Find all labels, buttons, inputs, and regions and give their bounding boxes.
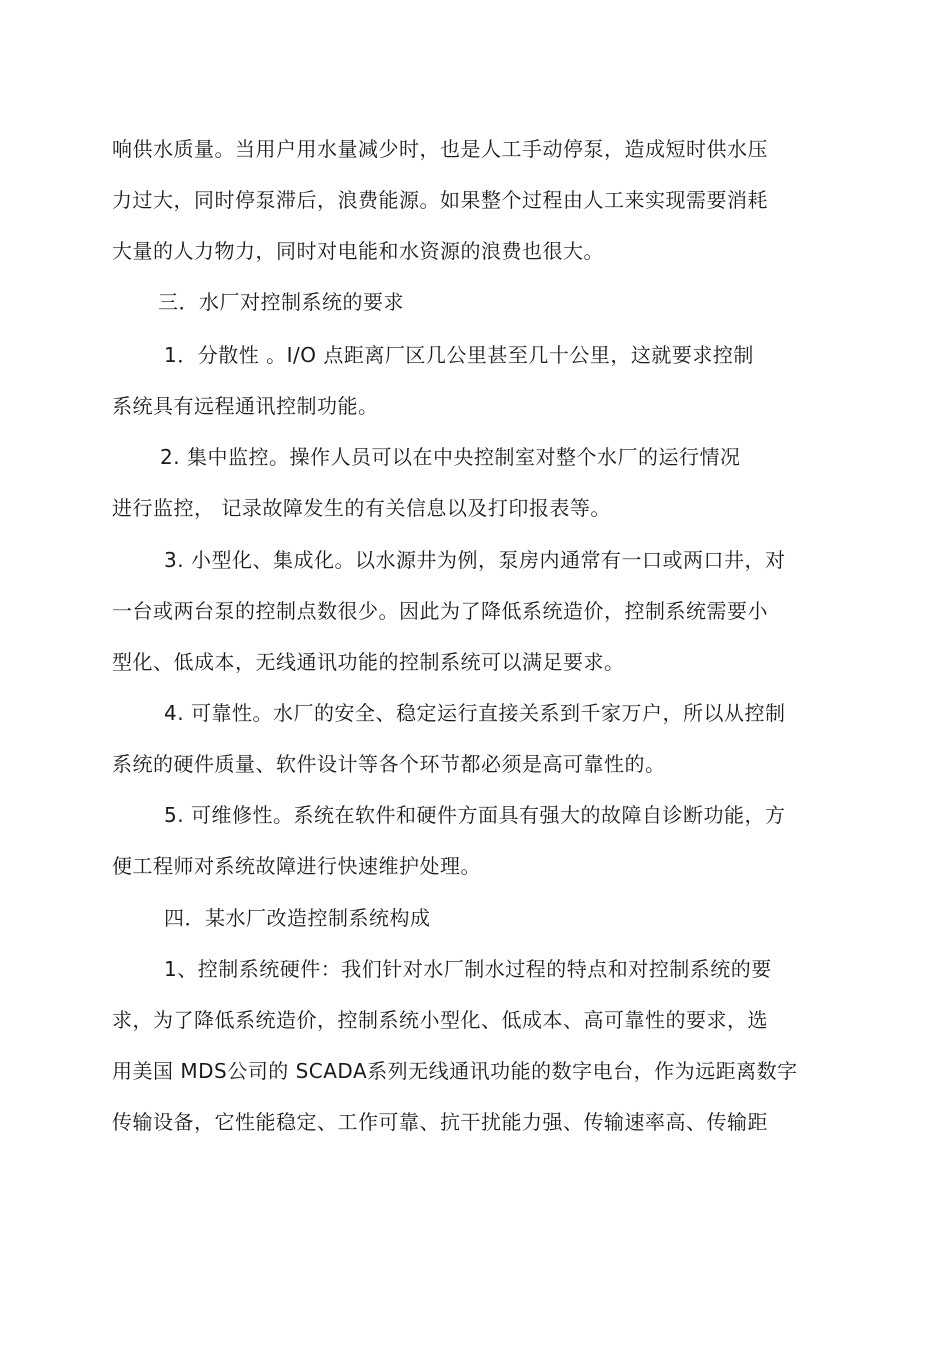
- list-item-1-line-1: 1．分散性 。I/O 点距离厂区几公里甚至几十公里，这就要求控制: [164, 343, 754, 367]
- list-item-4-line-2: 系统的硬件质量、软件设计等各个环节都必须是高可靠性的。: [112, 752, 666, 776]
- list-item-2-line-2: 进行监控， 记录故障发生的有关信息以及打印报表等。: [112, 496, 611, 520]
- list-item-2-line-1: 2. 集中监控。操作人员可以在中央控制室对整个水厂的运行情况: [160, 445, 741, 469]
- list-item-3-line-1: 3. 小型化、集成化。以水源井为例，泵房内通常有一口或两口井，对: [164, 548, 786, 572]
- list-item-1-line-2: 系统具有远程通讯控制功能。: [112, 394, 379, 418]
- hardware-paragraph-line-1: 1、控制系统硬件：我们针对水厂制水过程的特点和对控制系统的要: [164, 957, 772, 981]
- hardware-paragraph-line-2: 求，为了降低系统造价，控制系统小型化、低成本、高可靠性的要求，选: [112, 1008, 768, 1032]
- hardware-paragraph-line-3: 用美国 MDS公司的 SCADA系列无线通讯功能的数字电台，作为远距离数字: [112, 1059, 798, 1083]
- list-item-5-line-1: 5. 可维修性。系统在软件和硬件方面具有强大的故障自诊断功能，方: [164, 803, 786, 827]
- text-line-2: 力过大，同时停泵滞后，浪费能源。如果整个过程由人工来实现需要消耗: [112, 188, 768, 212]
- list-item-3-line-2: 一台或两台泵的控制点数很少。因此为了降低系统造价，控制系统需要小: [112, 599, 768, 623]
- list-item-3-line-3: 型化、低成本，无线通讯功能的控制系统可以满足要求。: [112, 650, 625, 674]
- text-line-3: 大量的人力物力，同时对电能和水资源的浪费也很大。: [112, 239, 604, 263]
- list-item-5-line-2: 便工程师对系统故障进行快速维护处理。: [112, 854, 481, 878]
- list-item-4-line-1: 4. 可靠性。水厂的安全、稳定运行直接关系到千家万户，所以从控制: [164, 701, 786, 725]
- section-heading-3: 三．水厂对控制系统的要求: [158, 290, 404, 314]
- section-heading-4: 四．某水厂改造控制系统构成: [164, 906, 431, 930]
- hardware-paragraph-line-4: 传输设备，它性能稳定、工作可靠、抗干扰能力强、传输速率高、传输距: [112, 1110, 768, 1134]
- text-line-1: 响供水质量。当用户用水量减少时，也是人工手动停泵，造成短时供水压: [112, 137, 768, 161]
